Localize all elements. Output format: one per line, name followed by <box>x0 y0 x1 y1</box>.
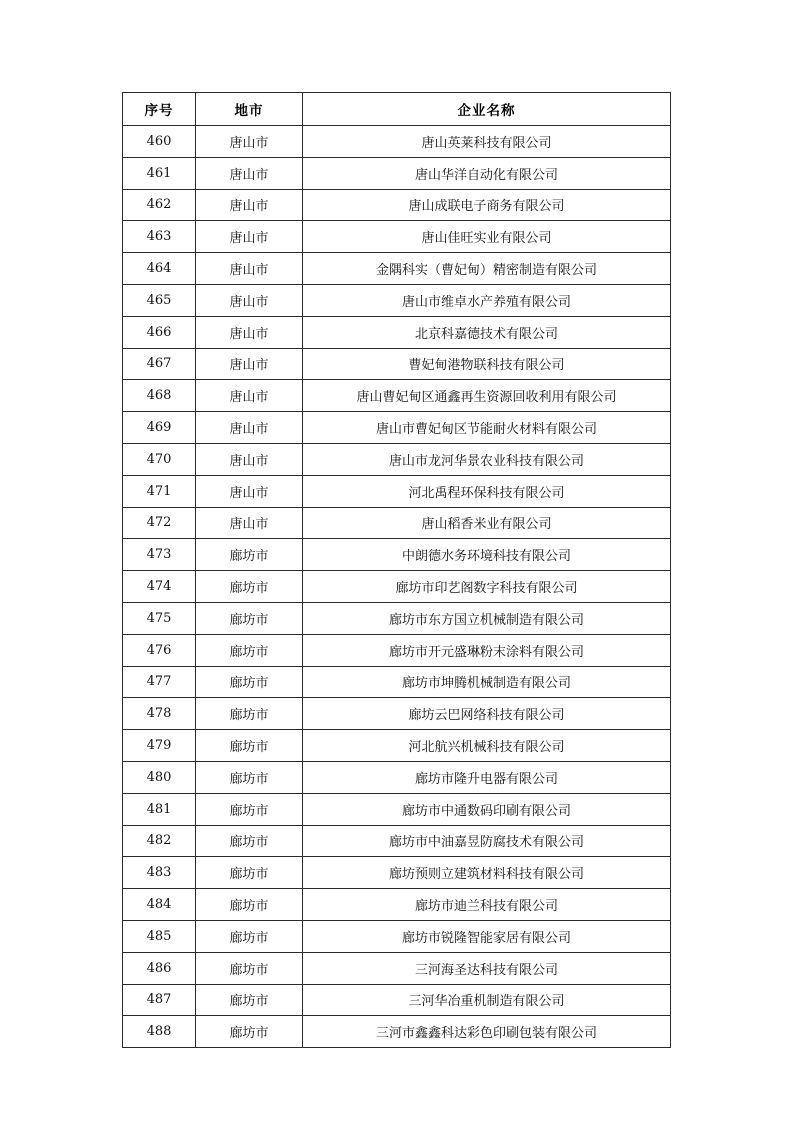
table-header-row <box>123 93 671 126</box>
cell-序号: 465 <box>123 284 196 316</box>
table-row <box>123 507 671 539</box>
cell-序号: 466 <box>123 316 196 348</box>
table-row <box>123 126 671 158</box>
table-row <box>123 380 671 412</box>
cell-地市: 唐山市 <box>196 348 303 380</box>
table-row <box>123 443 671 475</box>
cell-地市: 唐山市 <box>196 443 303 475</box>
table-row <box>123 825 671 857</box>
cell-序号: 464 <box>123 253 196 285</box>
table-row <box>123 634 671 666</box>
cell-序号: 470 <box>123 443 196 475</box>
cell-企业名称: 廊坊市东方国立机械制造有限公司 <box>303 602 671 634</box>
cell-序号: 480 <box>123 761 196 793</box>
table-row <box>123 348 671 380</box>
cell-企业名称: 唐山市维卓水产养殖有限公司 <box>303 284 671 316</box>
cell-地市: 唐山市 <box>196 157 303 189</box>
cell-地市: 廊坊市 <box>196 825 303 857</box>
table-row <box>123 316 671 348</box>
cell-地市: 廊坊市 <box>196 666 303 698</box>
cell-序号: 460 <box>123 126 196 158</box>
cell-序号: 478 <box>123 698 196 730</box>
cell-企业名称: 廊坊市坤腾机械制造有限公司 <box>303 666 671 698</box>
cell-地市: 廊坊市 <box>196 984 303 1016</box>
cell-企业名称: 廊坊市印艺阁数字科技有限公司 <box>303 571 671 603</box>
table-row <box>123 1016 671 1048</box>
company-list-table <box>122 92 671 1048</box>
table-row <box>123 666 671 698</box>
cell-地市: 唐山市 <box>196 126 303 158</box>
cell-地市: 廊坊市 <box>196 698 303 730</box>
cell-序号: 467 <box>123 348 196 380</box>
cell-地市: 唐山市 <box>196 316 303 348</box>
cell-企业名称: 廊坊市中油嘉昱防腐技术有限公司 <box>303 825 671 857</box>
cell-地市: 廊坊市 <box>196 920 303 952</box>
table-row <box>123 793 671 825</box>
cell-企业名称: 河北航兴机械科技有限公司 <box>303 730 671 762</box>
cell-序号: 462 <box>123 189 196 221</box>
table-body <box>123 126 671 1048</box>
cell-序号: 479 <box>123 730 196 762</box>
cell-序号: 474 <box>123 571 196 603</box>
table-row <box>123 189 671 221</box>
cell-序号: 485 <box>123 920 196 952</box>
table-row <box>123 602 671 634</box>
column-header-no: 序号 <box>123 93 196 126</box>
cell-序号: 482 <box>123 825 196 857</box>
cell-企业名称: 曹妃甸港物联科技有限公司 <box>303 348 671 380</box>
cell-序号: 486 <box>123 952 196 984</box>
table-row <box>123 761 671 793</box>
cell-地市: 廊坊市 <box>196 539 303 571</box>
cell-序号: 475 <box>123 602 196 634</box>
table-row <box>123 221 671 253</box>
cell-地市: 廊坊市 <box>196 889 303 921</box>
cell-地市: 唐山市 <box>196 380 303 412</box>
cell-企业名称: 唐山市龙河华景农业科技有限公司 <box>303 443 671 475</box>
cell-序号: 463 <box>123 221 196 253</box>
table-row <box>123 952 671 984</box>
cell-地市: 廊坊市 <box>196 857 303 889</box>
table-row <box>123 157 671 189</box>
column-header-city: 地市 <box>196 93 303 126</box>
cell-序号: 468 <box>123 380 196 412</box>
cell-企业名称: 廊坊市中通数码印刷有限公司 <box>303 793 671 825</box>
cell-企业名称: 廊坊云巴网络科技有限公司 <box>303 698 671 730</box>
cell-序号: 473 <box>123 539 196 571</box>
cell-序号: 469 <box>123 412 196 444</box>
cell-企业名称: 三河海圣达科技有限公司 <box>303 952 671 984</box>
table-row <box>123 571 671 603</box>
cell-地市: 唐山市 <box>196 412 303 444</box>
cell-地市: 唐山市 <box>196 475 303 507</box>
cell-地市: 唐山市 <box>196 253 303 285</box>
cell-企业名称: 廊坊市开元盛琳粉末涂料有限公司 <box>303 634 671 666</box>
cell-序号: 484 <box>123 889 196 921</box>
cell-企业名称: 唐山佳旺实业有限公司 <box>303 221 671 253</box>
table-row <box>123 857 671 889</box>
cell-企业名称: 三河市鑫鑫科达彩色印刷包装有限公司 <box>303 1016 671 1048</box>
table-row <box>123 730 671 762</box>
cell-企业名称: 唐山市曹妃甸区节能耐火材料有限公司 <box>303 412 671 444</box>
cell-序号: 477 <box>123 666 196 698</box>
cell-企业名称: 三河华冶重机制造有限公司 <box>303 984 671 1016</box>
cell-序号: 483 <box>123 857 196 889</box>
cell-企业名称: 廊坊市锐隆智能家居有限公司 <box>303 920 671 952</box>
cell-地市: 廊坊市 <box>196 730 303 762</box>
cell-序号: 472 <box>123 507 196 539</box>
cell-企业名称: 唐山华洋自动化有限公司 <box>303 157 671 189</box>
table-row <box>123 984 671 1016</box>
cell-序号: 481 <box>123 793 196 825</box>
cell-地市: 廊坊市 <box>196 952 303 984</box>
cell-企业名称: 唐山稻香米业有限公司 <box>303 507 671 539</box>
cell-序号: 471 <box>123 475 196 507</box>
cell-地市: 唐山市 <box>196 221 303 253</box>
column-header-name: 企业名称 <box>303 93 671 126</box>
cell-企业名称: 唐山成联电子商务有限公司 <box>303 189 671 221</box>
table-row <box>123 889 671 921</box>
cell-企业名称: 中朗德水务环境科技有限公司 <box>303 539 671 571</box>
cell-地市: 廊坊市 <box>196 1016 303 1048</box>
cell-企业名称: 金隅科实（曹妃甸）精密制造有限公司 <box>303 253 671 285</box>
cell-序号: 476 <box>123 634 196 666</box>
cell-企业名称: 唐山曹妃甸区通鑫再生资源回收利用有限公司 <box>303 380 671 412</box>
cell-地市: 唐山市 <box>196 284 303 316</box>
table-row <box>123 475 671 507</box>
cell-地市: 廊坊市 <box>196 634 303 666</box>
table-row <box>123 698 671 730</box>
cell-地市: 廊坊市 <box>196 761 303 793</box>
cell-地市: 唐山市 <box>196 189 303 221</box>
table-row <box>123 412 671 444</box>
cell-地市: 廊坊市 <box>196 571 303 603</box>
cell-企业名称: 河北禹程环保科技有限公司 <box>303 475 671 507</box>
cell-企业名称: 廊坊市迪兰科技有限公司 <box>303 889 671 921</box>
company-list-table-container <box>122 92 670 1048</box>
table-row <box>123 920 671 952</box>
cell-地市: 廊坊市 <box>196 602 303 634</box>
cell-序号: 487 <box>123 984 196 1016</box>
cell-企业名称: 廊坊预则立建筑材料科技有限公司 <box>303 857 671 889</box>
cell-序号: 461 <box>123 157 196 189</box>
table-header <box>123 93 671 126</box>
cell-序号: 488 <box>123 1016 196 1048</box>
table-row <box>123 253 671 285</box>
cell-地市: 唐山市 <box>196 507 303 539</box>
cell-企业名称: 北京科嘉德技术有限公司 <box>303 316 671 348</box>
table-row <box>123 539 671 571</box>
cell-企业名称: 廊坊市隆升电器有限公司 <box>303 761 671 793</box>
cell-地市: 廊坊市 <box>196 793 303 825</box>
table-row <box>123 284 671 316</box>
cell-企业名称: 唐山英莱科技有限公司 <box>303 126 671 158</box>
